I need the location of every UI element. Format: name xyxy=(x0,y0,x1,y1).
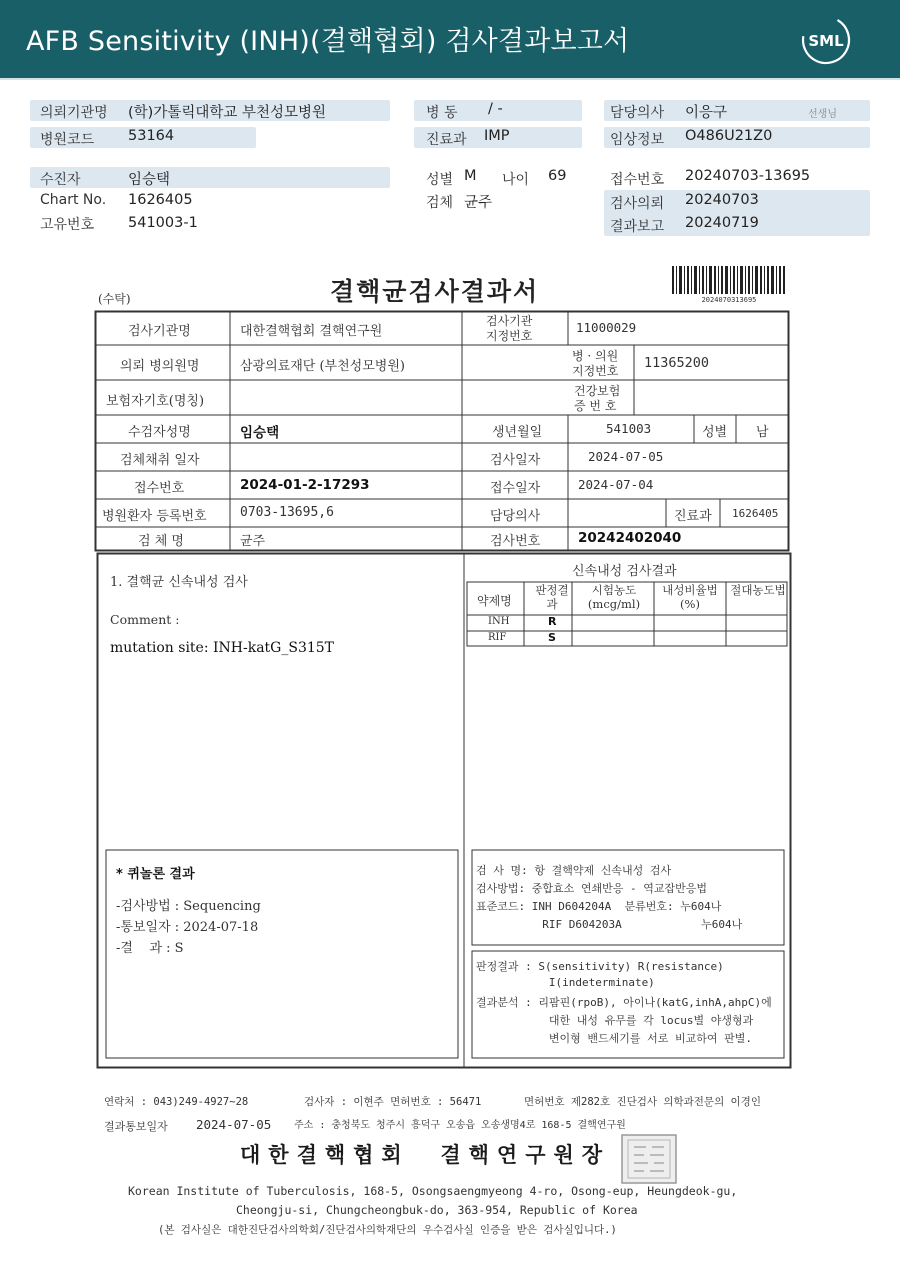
rapid-result-title: 신속내성 검사결과 xyxy=(572,564,677,579)
chart-label: Chart No. xyxy=(40,192,107,208)
specimen-label: 검체 xyxy=(426,195,454,211)
notify-label: 결과통보일자 xyxy=(104,1120,168,1133)
subject-name-value: 임승택 xyxy=(240,425,280,441)
dept-label: 진료과 xyxy=(426,132,467,148)
barcode-number: 2024070313695 xyxy=(701,296,757,304)
lab-no-label-2: 지정번호 xyxy=(486,329,533,343)
info-line-3: 표준코드: INH D604204A 분류번호: 누604나 xyxy=(476,900,722,913)
license: 면허번호 제282호 진단검사 의학과전문의 이경인 xyxy=(524,1096,761,1108)
spec-label: 검 체 명 xyxy=(138,534,184,549)
certification-note: (본 검사실은 대한진단검사의학회/진단검사의학재단의 우수검사실 인증을 받은 검사실입니다.) xyxy=(158,1224,617,1236)
logo-text: SML xyxy=(808,32,844,50)
sex-label: 성별 xyxy=(426,172,454,188)
result-frames xyxy=(96,552,792,1070)
inst-value: (학)가톨릭대학교 부천성모병원 xyxy=(128,105,327,121)
lab-no-value: 11000029 xyxy=(576,320,637,335)
rcpt-value: 2024-01-2-17293 xyxy=(240,477,370,493)
judge-line-5: 변이형 밴드세기를 서로 비교하여 판별. xyxy=(476,1032,752,1045)
report-title: AFB Sensitivity (INH)(결핵협회) 검사결과보고서 xyxy=(26,26,630,57)
doc-dept-label: 진료과 xyxy=(674,509,712,524)
req-value: 삼광의료재단 (부천성모병원) xyxy=(240,359,405,374)
quinolone-result: -결 과 : S xyxy=(116,941,184,956)
clinical-label: 임상정보 xyxy=(610,132,665,148)
inst-label: 의뢰기관명 xyxy=(40,105,108,121)
chart-value: 1626405 xyxy=(128,192,193,208)
barcode xyxy=(670,264,788,304)
clinic-no-label-1: 병 · 의원 xyxy=(572,349,619,363)
judge-line-3: 결과분석 : 리팜핀(rpoB), 아이나(katG,inhA,ahpC)에 xyxy=(476,996,772,1009)
receipt-value: 20240703-13695 xyxy=(685,168,811,184)
doc-title: 결핵균검사결과서 xyxy=(330,277,540,306)
report-label: 결과보고 xyxy=(610,219,665,235)
name-label: 수진자 xyxy=(40,172,81,188)
quinolone-date: -통보일자 : 2024-07-18 xyxy=(116,920,259,935)
mutation-site: mutation site: INH-katG_S315T xyxy=(110,640,335,656)
collect-label: 검체채취 일자 xyxy=(120,453,200,468)
lab-label: 검사기관명 xyxy=(128,324,191,339)
english-address-1: Korean Institute of Tuberculosis, 168-5, Osongsaengmyeong 4-ro, Osong-eup, Heungdeok-gu, xyxy=(128,1184,738,1198)
age-value: 69 xyxy=(548,168,567,184)
test-date-label: 검사일자 xyxy=(490,453,541,468)
row-inh-result: R xyxy=(548,615,557,628)
row-inh-drug: INH xyxy=(488,616,510,627)
header-divider xyxy=(0,78,900,80)
reg-label: 병원환자 등록번호 xyxy=(102,509,207,524)
official-seal xyxy=(620,1133,678,1185)
director-title: 대한결핵협회 결핵연구원장 xyxy=(240,1143,611,1167)
name-row xyxy=(30,167,390,188)
birth-label: 생년월일 xyxy=(492,425,543,440)
col-conc: 시험농도(mcg/ml) xyxy=(587,583,641,611)
specimen-value: 균주 xyxy=(464,195,493,211)
notify-date: 2024-07-05 xyxy=(196,1117,272,1132)
uid-label: 고유번호 xyxy=(40,217,95,233)
consign-mark: (수탁) xyxy=(98,292,131,306)
judge-line-2: I(indeterminate) xyxy=(476,976,655,989)
doctor-suffix: 선생님 xyxy=(808,109,837,120)
age-label: 나이 xyxy=(502,172,530,188)
birth-value: 541003 xyxy=(606,421,652,436)
req-label: 의뢰 병의원명 xyxy=(120,359,200,374)
testno-label: 검사번호 xyxy=(490,534,541,549)
health-label-2: 증 번 호 xyxy=(574,399,617,413)
rcpt-date-label: 접수일자 xyxy=(490,481,541,496)
comment-label: Comment : xyxy=(110,612,180,627)
test-date-value: 2024-07-05 xyxy=(588,449,664,464)
request-value: 20240703 xyxy=(685,192,759,208)
address: 주소 : 충청북도 청주시 흥덕구 오송읍 오송생명4로 168-5 결핵연구원 xyxy=(294,1120,626,1131)
quinolone-method: -검사방법 : Sequencing xyxy=(116,899,261,914)
col-drug: 약제명 xyxy=(477,594,512,608)
lab-no-label-1: 검사기관 xyxy=(486,314,533,328)
clinical-value: O486U21Z0 xyxy=(685,128,773,144)
spec-value: 균주 xyxy=(240,534,266,549)
col-result: 판정결과 xyxy=(535,583,569,611)
doc-sex-value: 남 xyxy=(756,425,769,440)
ward-label: 병 동 xyxy=(426,105,458,121)
testno-value: 20242402040 xyxy=(578,530,682,546)
rcpt-date-value: 2024-07-04 xyxy=(578,477,654,492)
receipt-label: 접수번호 xyxy=(610,172,665,188)
col-absolute: 절대농도법 xyxy=(730,583,786,597)
doc-dept-value: 1626405 xyxy=(732,507,779,520)
code-value: 53164 xyxy=(128,128,175,144)
sml-logo xyxy=(800,14,852,66)
clinic-no-value: 11365200 xyxy=(644,355,710,371)
judge-line-1: 판정결과 : S(sensitivity) R(resistance) xyxy=(476,960,724,973)
request-label: 검사의뢰 xyxy=(610,196,665,212)
sex-value: M xyxy=(464,168,477,184)
name-value: 임승택 xyxy=(128,172,171,188)
contact: 연락처 : 043)249-4927~28 xyxy=(104,1096,249,1108)
row-rif-drug: RIF xyxy=(488,632,507,643)
info-line-1: 검 사 명: 항 결핵약제 신속내성 검사 xyxy=(476,864,672,877)
uid-value: 541003-1 xyxy=(128,215,198,231)
info-line-2: 검사방법: 중합효소 연쇄반응 - 역교잡반응법 xyxy=(476,882,708,895)
judge-line-4: 대한 내성 유무를 각 locus별 야생형과 xyxy=(476,1014,754,1027)
section-title: 1. 결핵균 신속내성 검사 xyxy=(110,575,248,590)
english-address-2: Cheongju-si, Chungcheongbuk-do, 363-954, Republic of Korea xyxy=(236,1203,638,1217)
tester: 검사자 : 이현주 면허번호 : 56471 xyxy=(304,1096,482,1108)
report-value: 20240719 xyxy=(685,215,759,231)
reg-value: 0703-13695,6 xyxy=(240,505,334,520)
quinolone-title: * 퀴놀론 결과 xyxy=(116,867,195,882)
doc-sex-label: 성별 xyxy=(702,425,728,440)
col-ratio: 내성비율법(%) xyxy=(662,583,718,611)
doctor-label: 담당의사 xyxy=(610,105,665,121)
row-rif-result: S xyxy=(548,631,556,644)
dept-value: IMP xyxy=(484,128,510,144)
code-label: 병원코드 xyxy=(40,132,95,148)
health-label-1: 건강보험 xyxy=(574,384,621,398)
doctor-value: 이응구 xyxy=(685,105,728,121)
info-line-4: RIF D604203A 누604나 xyxy=(476,918,743,931)
insurance-label: 보험자기호(명칭) xyxy=(106,394,205,409)
subject-name-label: 수검자성명 xyxy=(128,425,191,440)
lab-value: 대한결핵협회 결핵연구원 xyxy=(240,324,383,339)
rcpt-label: 접수번호 xyxy=(134,481,185,496)
clinic-no-label-2: 지정번호 xyxy=(572,364,619,378)
doc-doctor-label: 담당의사 xyxy=(490,509,541,524)
ward-value: / - xyxy=(488,101,503,117)
